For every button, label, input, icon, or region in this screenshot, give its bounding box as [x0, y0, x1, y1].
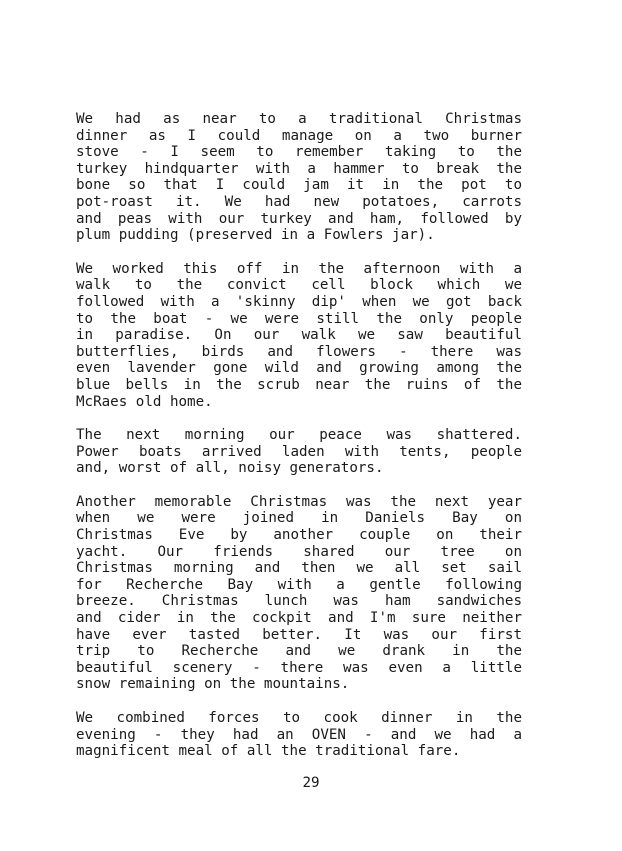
- text-line: We combined forces to cook dinner in the: [76, 710, 522, 726]
- text-line: and peas with our turkey and ham, followed by: [76, 210, 522, 227]
- text-line: have ever tasted better. It was our first: [76, 626, 522, 643]
- text-line: beautiful scenery - there was even a little: [76, 659, 522, 676]
- text-line: followed with a 'skinny dip' when we got back: [76, 293, 522, 310]
- text-line: trip to Recherche and we drank in the: [76, 643, 522, 660]
- page-number: 29: [302, 775, 320, 791]
- text-line: bone so that I could jam it in the pot to: [76, 177, 522, 194]
- text-line: Christmas morning and then we all set sail: [76, 560, 522, 577]
- text-line: Another memorable Christmas was the next year: [76, 493, 522, 510]
- paragraph-afternoon-walk: [76, 261, 522, 410]
- text-line: blue bells in the scrub near the ruins of the: [76, 376, 522, 393]
- text-line: and cider in the cockpit and I'm sure neither: [76, 610, 522, 627]
- text-line: and, worst of all, noisy generators.: [76, 460, 384, 477]
- paragraph-another-christmas: [76, 494, 522, 693]
- text-line: magnificent meal of all the traditional fare.: [76, 743, 461, 760]
- text-line: in paradise. On our walk we saw beautiful: [76, 327, 522, 344]
- text-line: plum pudding (preserved in a Fowlers jar).: [76, 227, 435, 244]
- text-line: We had as near to a traditional Christmas: [76, 111, 522, 127]
- text-line: dinner as I could manage on a two burner: [76, 127, 522, 144]
- text-line: turkey hindquarter with a hammer to break the: [76, 160, 522, 177]
- text-line: yacht. Our friends shared our tree on: [76, 543, 522, 560]
- text-line: The next morning our peace was shattered.: [76, 427, 522, 444]
- text-line: breeze. Christmas lunch was ham sandwiches: [76, 593, 522, 610]
- text-line: butterflies, birds and flowers - there was: [76, 343, 522, 360]
- text-line: pot-roast it. We had new potatoes, carrots: [76, 193, 522, 210]
- text-line: evening - they had an OVEN - and we had a: [76, 726, 522, 743]
- text-line: stove - I seem to remember taking to the: [76, 144, 522, 161]
- text-line: McRaes old home.: [76, 393, 213, 410]
- text-line: We worked this off in the afternoon with a: [76, 260, 522, 277]
- text-line: to the boat - we were still the only people: [76, 310, 522, 327]
- text-line: even lavender gone wild and growing among the: [76, 360, 522, 377]
- text-line: for Recherche Bay with a gentle following: [76, 576, 522, 593]
- paragraph-next-morning: [76, 427, 522, 477]
- text-line: Power boats arrived laden with tents, people: [76, 443, 522, 460]
- text-line: when we were joined in Daniels Bay on: [76, 510, 522, 527]
- paragraph-combined-dinner: [76, 710, 522, 760]
- text-line: snow remaining on the mountains.: [76, 676, 350, 693]
- page-body: [76, 111, 522, 777]
- text-line: Christmas Eve by another couple on their: [76, 527, 522, 544]
- paragraph-christmas-dinner: [76, 111, 522, 244]
- text-line: walk to the convict cell block which we: [76, 277, 522, 294]
